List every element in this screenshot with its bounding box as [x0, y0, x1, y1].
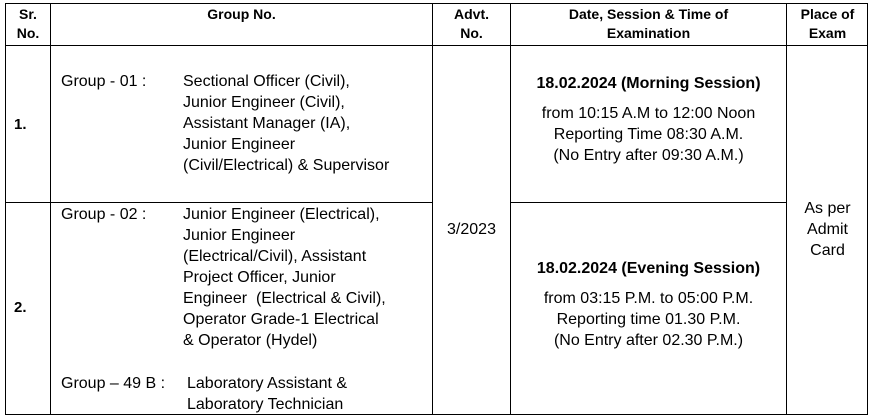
header-sr-no: Sr. No.: [16, 6, 40, 41]
place-of-exam-value: As per Admit Card: [804, 200, 851, 259]
row-2-session-details: from 03:15 P.M. to 05:00 P.M. Reporting time 01.30 P.M. (No Entry after 02.30 P.M.): [543, 290, 754, 349]
column-divider: [510, 3, 511, 415]
row-1-sr: 1.: [14, 116, 27, 133]
row-divider-date: [510, 202, 786, 203]
header-date-session: Date, Session & Time of Examination: [568, 6, 729, 41]
row-2-group-label: Group - 02 :: [61, 206, 147, 223]
row-2-posts-b: Laboratory Assistant & Laboratory Technician: [187, 375, 348, 413]
row-2-session-title: 18.02.2024 (Evening Session): [536, 260, 761, 277]
row-1-session-details: from 10:15 A.M to 12:00 Noon Reporting Time 08:30 A.M. (No Entry after 09:30 A.M.): [541, 105, 756, 164]
header-advt-no: Advt. No.: [454, 6, 489, 41]
row-1-group-label: Group - 01 :: [61, 73, 147, 90]
row-2-posts: Junior Engineer (Electrical), Junior Engineer (Electrical/Civil), Assistant Project Officer, Junior Engineer (Electrical & Civil), Operator Grade-1 Electrical & Operator (Hydel): [183, 206, 386, 349]
row-2-group-label-b: Group – 49 B :: [61, 375, 166, 392]
row-2-sr: 2.: [14, 299, 27, 316]
column-divider: [50, 3, 51, 415]
header-place-of-exam: Place of Exam: [800, 6, 855, 41]
row-1-posts: Sectional Officer (Civil), Junior Engineer (Civil), Assistant Manager (IA), Junior Engineer (Civil/Electrical) & Supervisor: [183, 73, 390, 174]
row-1-session-title: 18.02.2024 (Morning Session): [536, 75, 761, 92]
header-divider: [5, 45, 868, 46]
column-divider: [432, 3, 433, 415]
header-group-no: Group No.: [207, 6, 276, 22]
advt-no-value: 3/2023: [447, 221, 496, 238]
row-divider-left: [5, 202, 432, 203]
